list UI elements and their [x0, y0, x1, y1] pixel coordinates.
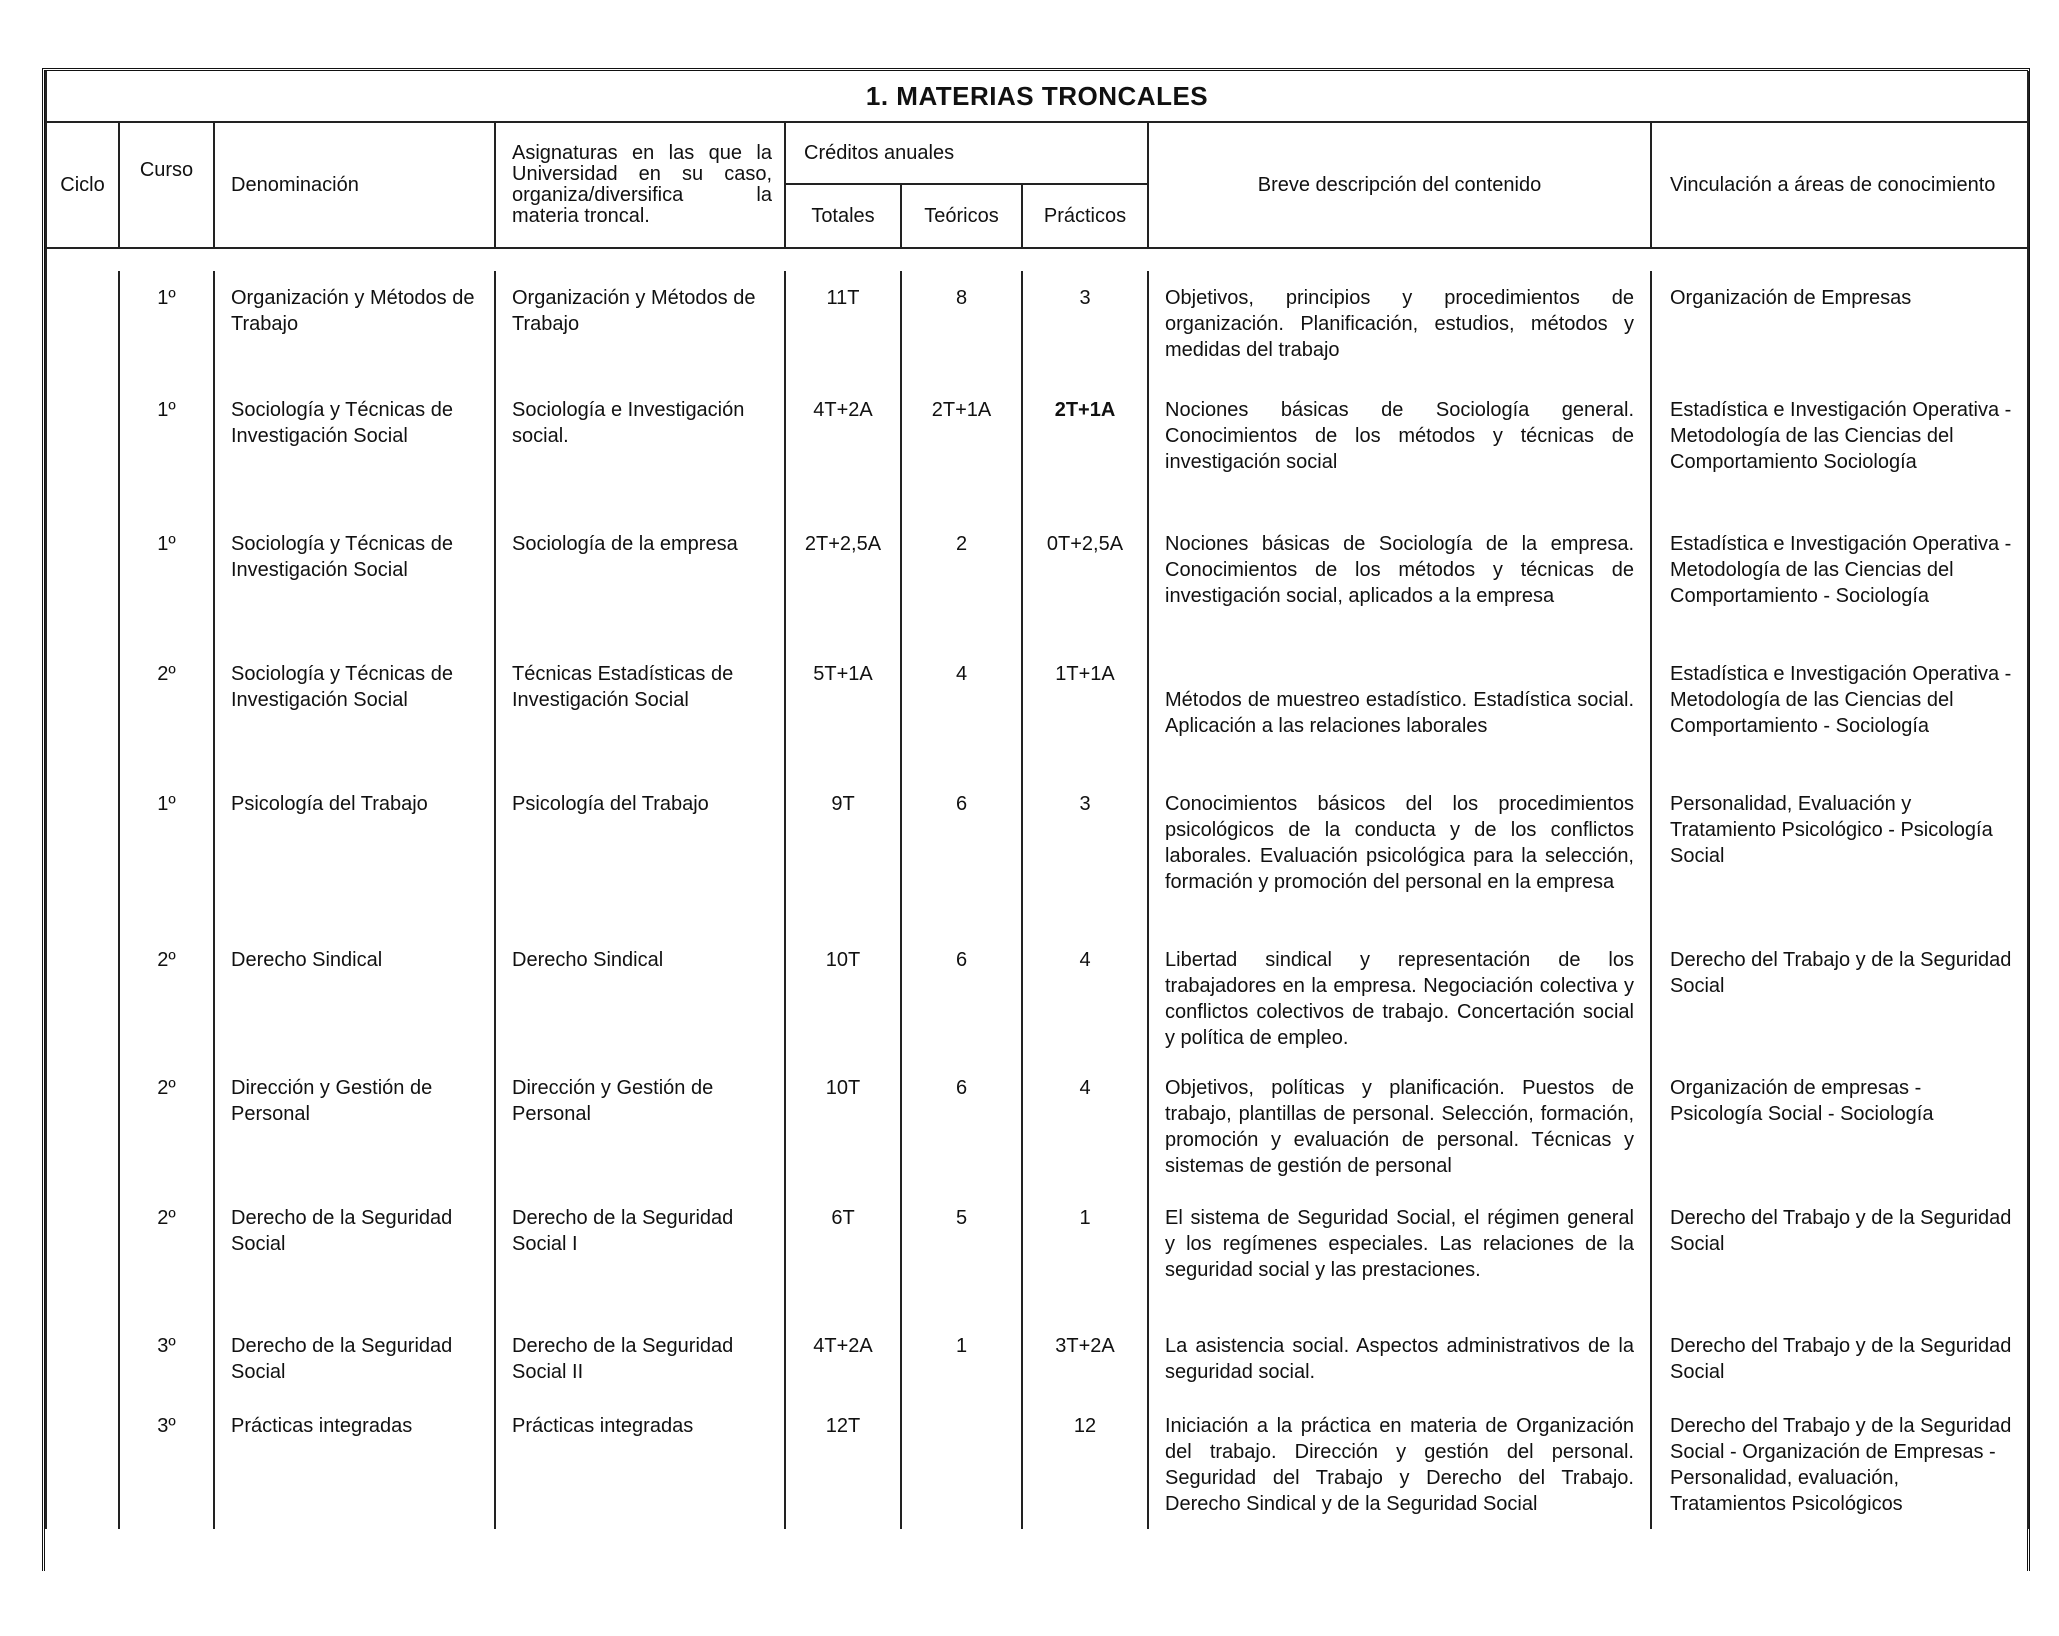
cell-totales: 12T: [785, 1399, 901, 1529]
header-descripcion: Breve descripción del contenido: [1148, 122, 1651, 248]
cell-practicos: 2T+1A: [1022, 383, 1148, 517]
cell-vinculacion: Organización de Empresas: [1651, 271, 2028, 383]
cell-asignatura: Técnicas Estadísticas de Investigación Social: [495, 647, 785, 777]
cell-totales: 4T+2A: [785, 383, 901, 517]
cell-curso: 2º: [119, 647, 214, 777]
cell-denominacion: Sociología y Técnicas de Investigación Social: [214, 383, 495, 517]
cell-teoricos: 2T+1A: [901, 383, 1022, 517]
table-row: [46, 647, 2028, 777]
cell-asignatura: Dirección y Gestión de Personal: [495, 1061, 785, 1191]
cell-denominacion: Derecho de la Seguridad Social: [214, 1319, 495, 1399]
cell-descripcion: Objetivos, principios y procedimientos de organización. Planificación, estudios, métodos y medidas del trabajo: [1148, 271, 1651, 383]
cell-ciclo: [46, 1061, 119, 1191]
table-row: [46, 383, 2028, 517]
cell-denominacion: Derecho Sindical: [214, 933, 495, 1061]
cell-asignatura: Psicología del Trabajo: [495, 777, 785, 933]
table-title: 1. MATERIAS TRONCALES: [46, 71, 2028, 122]
cell-descripcion: Conocimientos básicos del los procedimientos psicológicos de la conducta y de los conflictos laborales. Evaluación psicológica para la selección, formación y promoción del personal en la empresa: [1148, 777, 1651, 933]
cell-vinculacion: Estadística e Investigación Operativa - Metodología de las Ciencias del Comportamiento Sociología: [1651, 383, 2028, 517]
cell-denominacion: Prácticas integradas: [214, 1399, 495, 1529]
cell-ciclo: [46, 933, 119, 1061]
cell-practicos: 4: [1022, 1061, 1148, 1191]
cell-practicos: 3T+2A: [1022, 1319, 1148, 1399]
cell-teoricos: 5: [901, 1191, 1022, 1319]
cell-vinculacion: Personalidad, Evaluación y Tratamiento Psicológico - Psicología Social: [1651, 777, 2028, 933]
cell-ciclo: [46, 271, 119, 383]
cell-descripcion: Métodos de muestreo estadístico. Estadística social. Aplicación a las relaciones laborales: [1148, 647, 1651, 777]
cell-asignatura: Organización y Métodos de Trabajo: [495, 271, 785, 383]
cell-teoricos: 6: [901, 777, 1022, 933]
table-row: [46, 777, 2028, 933]
table-row: [46, 271, 2028, 383]
cell-teoricos: 4: [901, 647, 1022, 777]
cell-denominacion: Psicología del Trabajo: [214, 777, 495, 933]
header-denominacion: Denominación: [214, 122, 495, 248]
table-row: [46, 1319, 2028, 1399]
cell-vinculacion: Derecho del Trabajo y de la Seguridad Social: [1651, 933, 2028, 1061]
cell-ciclo: [46, 517, 119, 647]
cell-totales: 2T+2,5A: [785, 517, 901, 647]
cell-ciclo: [46, 777, 119, 933]
cell-ciclo: [46, 647, 119, 777]
cell-teoricos: 2: [901, 517, 1022, 647]
cell-teoricos: 6: [901, 933, 1022, 1061]
table-row: [46, 1191, 2028, 1319]
cell-vinculacion: Estadística e Investigación Operativa - Metodología de las Ciencias del Comportamiento - Sociología: [1651, 517, 2028, 647]
cell-totales: 10T: [785, 933, 901, 1061]
table-row: [46, 1061, 2028, 1191]
cell-denominacion: Derecho de la Seguridad Social: [214, 1191, 495, 1319]
cell-asignatura: Prácticas integradas: [495, 1399, 785, 1529]
cell-curso: 1º: [119, 517, 214, 647]
cell-curso: 1º: [119, 777, 214, 933]
header-teoricos: Teóricos: [901, 184, 1022, 248]
cell-descripcion: Objetivos, políticas y planificación. Puestos de trabajo, plantillas de personal. Selección, formación, promoción y evaluación de personal. Técnicas y sistemas de gestión de personal: [1148, 1061, 1651, 1191]
cell-teoricos: 8: [901, 271, 1022, 383]
cell-asignatura: Sociología de la empresa: [495, 517, 785, 647]
cell-descripcion: La asistencia social. Aspectos administrativos de la seguridad social.: [1148, 1319, 1651, 1399]
cell-practicos: 3: [1022, 271, 1148, 383]
cell-asignatura: Derecho Sindical: [495, 933, 785, 1061]
cell-practicos: 3: [1022, 777, 1148, 933]
cell-curso: 2º: [119, 1061, 214, 1191]
cell-descripcion: Iniciación a la práctica en materia de Organización del trabajo. Dirección y gestión del personal. Seguridad del Trabajo y Derecho del Trabajo. Derecho Sindical y de la Seguridad Social: [1148, 1399, 1651, 1529]
cell-vinculacion: Derecho del Trabajo y de la Seguridad Social - Organización de Empresas - Personalidad, evaluación, Tratamientos Psicológicos: [1651, 1399, 2028, 1529]
cell-curso: 3º: [119, 1399, 214, 1529]
cell-ciclo: [46, 383, 119, 517]
cell-asignatura: Derecho de la Seguridad Social II: [495, 1319, 785, 1399]
cell-descripcion: Nociones básicas de Sociología general. Conocimientos de los métodos y técnicas de investigación social: [1148, 383, 1651, 517]
cell-vinculacion: Estadística e Investigación Operativa - Metodología de las Ciencias del Comportamiento - Sociología: [1651, 647, 2028, 777]
cell-asignatura: Sociología e Investigación social.: [495, 383, 785, 517]
table-row: [46, 1399, 2028, 1529]
cell-totales: 5T+1A: [785, 647, 901, 777]
cell-vinculacion: Derecho del Trabajo y de la Seguridad Social: [1651, 1191, 2028, 1319]
cell-ciclo: [46, 1191, 119, 1319]
troncales-sheet: [42, 68, 2030, 1571]
header-ciclo: Ciclo: [46, 122, 119, 248]
cell-descripcion: El sistema de Seguridad Social, el régimen general y los regímenes especiales. Las relaciones de la seguridad social y las prestaciones.: [1148, 1191, 1651, 1319]
cell-ciclo: [46, 1319, 119, 1399]
header-curso: Curso: [119, 122, 214, 248]
cell-curso: 1º: [119, 383, 214, 517]
cell-practicos: 12: [1022, 1399, 1148, 1529]
cell-asignatura: Derecho de la Seguridad Social I: [495, 1191, 785, 1319]
cell-practicos: 1: [1022, 1191, 1148, 1319]
header-creditos: Créditos anuales: [785, 122, 1148, 184]
cell-teoricos: 6: [901, 1061, 1022, 1191]
cell-descripcion: Libertad sindical y representación de los trabajadores en la empresa. Negociación colectiva y conflictos colectivos de trabajo. Concertación social y política de empleo.: [1148, 933, 1651, 1061]
cell-ciclo: [46, 1399, 119, 1529]
cell-practicos: 4: [1022, 933, 1148, 1061]
table-row: [46, 933, 2028, 1061]
cell-vinculacion: Derecho del Trabajo y de la Seguridad Social: [1651, 1319, 2028, 1399]
cell-totales: 6T: [785, 1191, 901, 1319]
cell-curso: 1º: [119, 271, 214, 383]
cell-descripcion: Nociones básicas de Sociología de la empresa. Conocimientos de los métodos y técnicas de investigación social, aplicados a la empresa: [1148, 517, 1651, 647]
cell-teoricos: [901, 1399, 1022, 1529]
cell-totales: 10T: [785, 1061, 901, 1191]
cell-curso: 3º: [119, 1319, 214, 1399]
cell-vinculacion: Organización de empresas - Psicología Social - Sociología: [1651, 1061, 2028, 1191]
cell-denominacion: Dirección y Gestión de Personal: [214, 1061, 495, 1191]
cell-curso: 2º: [119, 933, 214, 1061]
cell-denominacion: Sociología y Técnicas de Investigación Social: [214, 647, 495, 777]
cell-denominacion: Sociología y Técnicas de Investigación Social: [214, 517, 495, 647]
cell-totales: 11T: [785, 271, 901, 383]
header-vinculacion: Vinculación a áreas de conocimiento: [1651, 122, 2028, 248]
cell-totales: 4T+2A: [785, 1319, 901, 1399]
cell-teoricos: 1: [901, 1319, 1022, 1399]
cell-totales: 9T: [785, 777, 901, 933]
table-row: [46, 517, 2028, 647]
cell-curso: 2º: [119, 1191, 214, 1319]
header-practicos: Prácticos: [1022, 184, 1148, 248]
cell-practicos: 0T+2,5A: [1022, 517, 1148, 647]
header-asignaturas: Asignaturas en las que la Universidad en su caso, organiza/diversifica la materia troncal.: [495, 122, 785, 248]
cell-practicos: 1T+1A: [1022, 647, 1148, 777]
header-totales: Totales: [785, 184, 901, 248]
cell-denominacion: Organización y Métodos de Trabajo: [214, 271, 495, 383]
troncales-table: [45, 71, 2029, 1529]
